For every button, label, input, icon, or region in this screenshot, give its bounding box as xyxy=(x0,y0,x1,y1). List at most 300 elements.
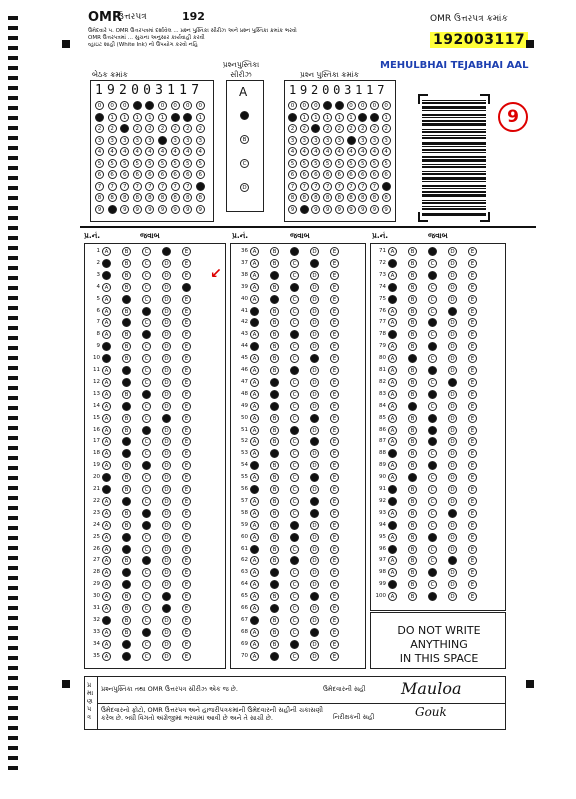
answer-bubble[interactable]: A xyxy=(388,354,397,363)
answer-bubble[interactable]: B xyxy=(122,295,131,304)
answer-bubble[interactable]: E xyxy=(468,485,477,494)
digit-bubble[interactable]: 7 xyxy=(347,182,356,191)
digit-bubble[interactable]: 6 xyxy=(158,170,167,179)
digit-bubble[interactable]: 5 xyxy=(311,159,320,168)
answer-bubble[interactable]: B xyxy=(408,378,417,387)
answer-bubble[interactable]: D xyxy=(162,342,171,351)
answer-bubble[interactable]: C xyxy=(142,390,151,399)
answer-bubble[interactable]: C xyxy=(290,473,299,482)
answer-bubble[interactable]: E xyxy=(182,271,191,280)
answer-bubble[interactable]: A xyxy=(388,437,397,446)
answer-bubble[interactable]: E xyxy=(468,295,477,304)
answer-bubble[interactable]: C xyxy=(290,295,299,304)
answer-bubble[interactable]: E xyxy=(182,342,191,351)
digit-bubble[interactable]: 9 xyxy=(95,205,104,214)
answer-bubble[interactable]: A xyxy=(250,330,259,339)
answer-bubble[interactable]: A xyxy=(250,533,259,542)
answer-bubble[interactable]: B xyxy=(122,533,131,542)
digit-bubble[interactable]: 3 xyxy=(108,136,117,145)
digit-bubble[interactable]: 7 xyxy=(323,182,332,191)
digit-bubble[interactable]: 8 xyxy=(311,193,320,202)
digit-bubble[interactable]: 5 xyxy=(300,159,309,168)
digit-bubble[interactable]: 3 xyxy=(382,136,391,145)
answer-bubble[interactable]: B xyxy=(408,354,417,363)
answer-bubble[interactable]: E xyxy=(182,580,191,589)
answer-bubble[interactable]: B xyxy=(270,556,279,565)
answer-bubble[interactable]: E xyxy=(330,295,339,304)
answer-bubble[interactable]: E xyxy=(182,592,191,601)
digit-bubble[interactable]: 3 xyxy=(171,136,180,145)
answer-bubble[interactable]: B xyxy=(122,568,131,577)
answer-bubble[interactable]: E xyxy=(330,307,339,316)
answer-bubble[interactable]: A xyxy=(388,545,397,554)
answer-bubble[interactable]: E xyxy=(182,330,191,339)
answer-bubble[interactable]: E xyxy=(182,568,191,577)
answer-bubble[interactable]: E xyxy=(468,509,477,518)
answer-bubble[interactable]: B xyxy=(122,592,131,601)
answer-bubble[interactable]: E xyxy=(330,342,339,351)
answer-bubble[interactable]: A xyxy=(250,497,259,506)
answer-bubble[interactable]: A xyxy=(102,652,111,661)
answer-bubble[interactable]: D xyxy=(448,592,457,601)
answer-bubble[interactable]: E xyxy=(330,533,339,542)
answer-bubble[interactable]: A xyxy=(250,307,259,316)
answer-bubble[interactable]: D xyxy=(310,271,319,280)
answer-bubble[interactable]: A xyxy=(250,449,259,458)
answer-bubble[interactable]: A xyxy=(250,485,259,494)
answer-bubble[interactable]: A xyxy=(102,342,111,351)
answer-bubble[interactable]: B xyxy=(122,652,131,661)
answer-bubble[interactable]: B xyxy=(122,259,131,268)
digit-bubble[interactable]: 0 xyxy=(335,101,344,110)
answer-bubble[interactable]: E xyxy=(330,426,339,435)
answer-bubble[interactable]: D xyxy=(448,283,457,292)
answer-bubble[interactable]: B xyxy=(408,556,417,565)
answer-bubble[interactable]: C xyxy=(428,521,437,530)
digit-bubble[interactable]: 0 xyxy=(183,101,192,110)
answer-bubble[interactable]: B xyxy=(408,330,417,339)
answer-bubble[interactable]: C xyxy=(428,259,437,268)
digit-bubble[interactable]: 3 xyxy=(288,136,297,145)
answer-bubble[interactable]: A xyxy=(388,461,397,470)
digit-bubble[interactable]: 7 xyxy=(171,182,180,191)
digit-bubble[interactable]: 1 xyxy=(311,113,320,122)
answer-bubble[interactable]: A xyxy=(102,247,111,256)
answer-bubble[interactable]: C xyxy=(142,402,151,411)
answer-bubble[interactable]: D xyxy=(162,426,171,435)
answer-bubble[interactable]: E xyxy=(330,283,339,292)
answer-bubble[interactable]: C xyxy=(290,259,299,268)
digit-bubble[interactable]: 4 xyxy=(358,147,367,156)
answer-bubble[interactable]: B xyxy=(122,580,131,589)
digit-bubble[interactable]: 2 xyxy=(158,124,167,133)
answer-bubble[interactable]: B xyxy=(270,485,279,494)
answer-bubble[interactable]: A xyxy=(250,283,259,292)
answer-bubble[interactable]: B xyxy=(122,556,131,565)
answer-bubble[interactable]: D xyxy=(310,461,319,470)
answer-bubble[interactable]: E xyxy=(182,473,191,482)
answer-bubble[interactable]: D xyxy=(448,318,457,327)
answer-bubble[interactable]: C xyxy=(142,354,151,363)
answer-bubble[interactable]: A xyxy=(102,330,111,339)
digit-bubble[interactable]: 1 xyxy=(108,113,117,122)
answer-bubble[interactable]: D xyxy=(162,652,171,661)
answer-bubble[interactable]: C xyxy=(142,652,151,661)
answer-bubble[interactable]: A xyxy=(388,449,397,458)
answer-bubble[interactable]: D xyxy=(448,426,457,435)
answer-bubble[interactable]: D xyxy=(162,449,171,458)
answer-bubble[interactable]: E xyxy=(468,366,477,375)
answer-bubble[interactable]: B xyxy=(408,509,417,518)
answer-bubble[interactable]: E xyxy=(330,366,339,375)
digit-bubble[interactable]: 0 xyxy=(300,101,309,110)
answer-bubble[interactable]: D xyxy=(310,449,319,458)
answer-bubble[interactable]: A xyxy=(250,652,259,661)
answer-bubble[interactable]: B xyxy=(270,652,279,661)
answer-bubble[interactable]: B xyxy=(270,426,279,435)
answer-bubble[interactable]: B xyxy=(408,342,417,351)
answer-bubble[interactable]: E xyxy=(330,556,339,565)
answer-bubble[interactable]: B xyxy=(270,342,279,351)
answer-bubble[interactable]: B xyxy=(122,497,131,506)
answer-bubble[interactable]: A xyxy=(102,271,111,280)
answer-bubble[interactable]: E xyxy=(182,402,191,411)
digit-bubble[interactable]: 0 xyxy=(347,101,356,110)
answer-bubble[interactable]: E xyxy=(468,354,477,363)
answer-bubble[interactable]: B xyxy=(122,247,131,256)
answer-bubble[interactable]: D xyxy=(162,497,171,506)
answer-bubble[interactable]: D xyxy=(448,568,457,577)
answer-bubble[interactable]: D xyxy=(310,604,319,613)
answer-bubble[interactable]: C xyxy=(428,449,437,458)
answer-bubble[interactable]: D xyxy=(448,437,457,446)
digit-bubble[interactable]: 5 xyxy=(323,159,332,168)
answer-bubble[interactable]: C xyxy=(290,449,299,458)
digit-bubble[interactable]: 6 xyxy=(108,170,117,179)
digit-bubble[interactable]: 7 xyxy=(133,182,142,191)
digit-bubble[interactable]: 4 xyxy=(335,147,344,156)
series-bubble[interactable]: B xyxy=(240,135,249,144)
answer-bubble[interactable]: A xyxy=(388,473,397,482)
digit-bubble[interactable]: 9 xyxy=(183,205,192,214)
digit-bubble[interactable]: 3 xyxy=(145,136,154,145)
digit-bubble[interactable]: 6 xyxy=(370,170,379,179)
digit-bubble[interactable]: 3 xyxy=(323,136,332,145)
answer-bubble[interactable]: E xyxy=(468,568,477,577)
answer-bubble[interactable]: E xyxy=(182,295,191,304)
answer-bubble[interactable]: D xyxy=(162,283,171,292)
answer-bubble[interactable]: E xyxy=(182,307,191,316)
digit-bubble[interactable]: 9 xyxy=(171,205,180,214)
answer-bubble[interactable]: C xyxy=(428,509,437,518)
answer-bubble[interactable]: C xyxy=(290,390,299,399)
answer-bubble[interactable]: A xyxy=(250,414,259,423)
digit-bubble[interactable]: 8 xyxy=(108,193,117,202)
digit-bubble[interactable]: 1 xyxy=(183,113,192,122)
answer-bubble[interactable]: A xyxy=(250,342,259,351)
answer-bubble[interactable]: B xyxy=(270,497,279,506)
answer-bubble[interactable]: C xyxy=(428,533,437,542)
answer-bubble[interactable]: B xyxy=(122,509,131,518)
answer-bubble[interactable]: A xyxy=(102,295,111,304)
answer-bubble[interactable]: D xyxy=(310,628,319,637)
answer-bubble[interactable]: A xyxy=(102,414,111,423)
digit-bubble[interactable]: 3 xyxy=(95,136,104,145)
answer-bubble[interactable]: B xyxy=(408,283,417,292)
digit-bubble[interactable]: 1 xyxy=(335,113,344,122)
answer-bubble[interactable]: B xyxy=(270,592,279,601)
answer-bubble[interactable]: C xyxy=(428,556,437,565)
digit-bubble[interactable]: 2 xyxy=(335,124,344,133)
answer-bubble[interactable]: C xyxy=(428,473,437,482)
answer-bubble[interactable]: D xyxy=(448,461,457,470)
answer-bubble[interactable]: E xyxy=(182,497,191,506)
answer-bubble[interactable]: E xyxy=(182,449,191,458)
digit-bubble[interactable]: 4 xyxy=(288,147,297,156)
answer-bubble[interactable]: D xyxy=(310,556,319,565)
answer-bubble[interactable]: B xyxy=(270,461,279,470)
answer-bubble[interactable]: C xyxy=(142,604,151,613)
answer-bubble[interactable]: E xyxy=(182,533,191,542)
digit-bubble[interactable]: 9 xyxy=(108,205,117,214)
answer-bubble[interactable]: D xyxy=(448,497,457,506)
answer-bubble[interactable]: C xyxy=(142,628,151,637)
answer-bubble[interactable]: E xyxy=(330,271,339,280)
answer-bubble[interactable]: D xyxy=(162,616,171,625)
answer-bubble[interactable]: B xyxy=(270,307,279,316)
digit-bubble[interactable]: 9 xyxy=(133,205,142,214)
answer-bubble[interactable]: B xyxy=(408,497,417,506)
answer-bubble[interactable]: B xyxy=(122,307,131,316)
digit-bubble[interactable]: 5 xyxy=(335,159,344,168)
answer-bubble[interactable]: A xyxy=(102,402,111,411)
answer-bubble[interactable]: B xyxy=(270,580,279,589)
digit-bubble[interactable]: 2 xyxy=(358,124,367,133)
answer-bubble[interactable]: E xyxy=(182,545,191,554)
answer-bubble[interactable]: A xyxy=(250,437,259,446)
digit-bubble[interactable]: 9 xyxy=(347,205,356,214)
answer-bubble[interactable]: A xyxy=(250,426,259,435)
digit-bubble[interactable]: 4 xyxy=(196,147,205,156)
digit-bubble[interactable]: 8 xyxy=(347,193,356,202)
answer-bubble[interactable]: B xyxy=(122,604,131,613)
digit-bubble[interactable]: 0 xyxy=(196,101,205,110)
answer-bubble[interactable]: A xyxy=(102,485,111,494)
answer-bubble[interactable]: A xyxy=(388,271,397,280)
answer-bubble[interactable]: E xyxy=(182,485,191,494)
answer-bubble[interactable]: B xyxy=(270,378,279,387)
answer-bubble[interactable]: E xyxy=(330,414,339,423)
answer-bubble[interactable]: B xyxy=(122,426,131,435)
digit-bubble[interactable]: 4 xyxy=(171,147,180,156)
digit-bubble[interactable]: 1 xyxy=(300,113,309,122)
answer-bubble[interactable]: E xyxy=(468,461,477,470)
answer-bubble[interactable]: E xyxy=(468,318,477,327)
answer-bubble[interactable]: B xyxy=(408,259,417,268)
digit-bubble[interactable]: 4 xyxy=(95,147,104,156)
answer-bubble[interactable]: C xyxy=(142,318,151,327)
answer-bubble[interactable]: C xyxy=(290,521,299,530)
answer-bubble[interactable]: D xyxy=(448,342,457,351)
answer-bubble[interactable]: C xyxy=(142,461,151,470)
answer-bubble[interactable]: A xyxy=(102,640,111,649)
answer-bubble[interactable]: A xyxy=(250,378,259,387)
answer-bubble[interactable]: B xyxy=(122,390,131,399)
answer-bubble[interactable]: C xyxy=(290,354,299,363)
answer-bubble[interactable]: B xyxy=(408,521,417,530)
answer-bubble[interactable]: A xyxy=(388,533,397,542)
answer-bubble[interactable]: C xyxy=(290,414,299,423)
answer-bubble[interactable]: E xyxy=(330,652,339,661)
answer-bubble[interactable]: D xyxy=(162,521,171,530)
answer-bubble[interactable]: E xyxy=(182,426,191,435)
digit-bubble[interactable]: 3 xyxy=(347,136,356,145)
answer-bubble[interactable]: D xyxy=(310,652,319,661)
answer-bubble[interactable]: E xyxy=(468,307,477,316)
answer-bubble[interactable]: C xyxy=(428,461,437,470)
answer-bubble[interactable]: D xyxy=(310,330,319,339)
answer-bubble[interactable]: C xyxy=(290,640,299,649)
answer-bubble[interactable]: B xyxy=(270,533,279,542)
digit-bubble[interactable]: 4 xyxy=(183,147,192,156)
digit-bubble[interactable]: 2 xyxy=(120,124,129,133)
answer-bubble[interactable]: C xyxy=(428,426,437,435)
answer-bubble[interactable]: E xyxy=(182,521,191,530)
answer-bubble[interactable]: C xyxy=(290,307,299,316)
answer-bubble[interactable]: A xyxy=(250,580,259,589)
digit-bubble[interactable]: 7 xyxy=(120,182,129,191)
answer-bubble[interactable]: A xyxy=(388,259,397,268)
answer-bubble[interactable]: B xyxy=(270,616,279,625)
answer-bubble[interactable]: C xyxy=(428,485,437,494)
digit-bubble[interactable]: 1 xyxy=(120,113,129,122)
answer-bubble[interactable]: C xyxy=(428,437,437,446)
digit-bubble[interactable]: 8 xyxy=(145,193,154,202)
answer-bubble[interactable]: C xyxy=(428,330,437,339)
answer-bubble[interactable]: A xyxy=(388,366,397,375)
answer-bubble[interactable]: D xyxy=(448,271,457,280)
digit-bubble[interactable]: 1 xyxy=(370,113,379,122)
answer-bubble[interactable]: A xyxy=(102,473,111,482)
digit-bubble[interactable]: 7 xyxy=(288,182,297,191)
answer-bubble[interactable]: C xyxy=(142,449,151,458)
answer-bubble[interactable]: D xyxy=(162,545,171,554)
answer-bubble[interactable]: B xyxy=(408,449,417,458)
answer-bubble[interactable]: A xyxy=(388,318,397,327)
digit-bubble[interactable]: 4 xyxy=(158,147,167,156)
answer-bubble[interactable]: E xyxy=(330,378,339,387)
answer-bubble[interactable]: D xyxy=(310,521,319,530)
answer-bubble[interactable]: D xyxy=(448,259,457,268)
answer-bubble[interactable]: D xyxy=(448,295,457,304)
answer-bubble[interactable]: B xyxy=(122,485,131,494)
answer-bubble[interactable]: D xyxy=(310,283,319,292)
answer-bubble[interactable]: E xyxy=(468,449,477,458)
digit-bubble[interactable]: 5 xyxy=(133,159,142,168)
digit-bubble[interactable]: 0 xyxy=(382,101,391,110)
answer-bubble[interactable]: A xyxy=(388,342,397,351)
answer-bubble[interactable]: B xyxy=(122,378,131,387)
answer-bubble[interactable]: A xyxy=(102,461,111,470)
digit-bubble[interactable]: 9 xyxy=(300,205,309,214)
digit-bubble[interactable]: 2 xyxy=(145,124,154,133)
answer-bubble[interactable]: E xyxy=(468,330,477,339)
answer-bubble[interactable]: B xyxy=(408,533,417,542)
answer-bubble[interactable]: A xyxy=(388,390,397,399)
answer-bubble[interactable]: A xyxy=(250,402,259,411)
answer-bubble[interactable]: D xyxy=(310,426,319,435)
digit-bubble[interactable]: 5 xyxy=(196,159,205,168)
digit-bubble[interactable]: 5 xyxy=(171,159,180,168)
digit-bubble[interactable]: 0 xyxy=(145,101,154,110)
answer-bubble[interactable]: A xyxy=(388,497,397,506)
answer-bubble[interactable]: D xyxy=(162,604,171,613)
answer-bubble[interactable]: C xyxy=(142,509,151,518)
digit-bubble[interactable]: 9 xyxy=(382,205,391,214)
answer-bubble[interactable]: C xyxy=(142,580,151,589)
digit-bubble[interactable]: 8 xyxy=(120,193,129,202)
answer-bubble[interactable]: E xyxy=(330,580,339,589)
answer-bubble[interactable]: B xyxy=(270,568,279,577)
answer-bubble[interactable]: B xyxy=(122,318,131,327)
digit-bubble[interactable]: 5 xyxy=(120,159,129,168)
answer-bubble[interactable]: D xyxy=(162,318,171,327)
answer-bubble[interactable]: D xyxy=(310,402,319,411)
answer-bubble[interactable]: C xyxy=(428,545,437,554)
answer-bubble[interactable]: E xyxy=(330,628,339,637)
answer-bubble[interactable]: E xyxy=(182,354,191,363)
answer-bubble[interactable]: D xyxy=(448,580,457,589)
answer-bubble[interactable]: C xyxy=(290,580,299,589)
digit-bubble[interactable]: 9 xyxy=(158,205,167,214)
answer-bubble[interactable]: C xyxy=(142,568,151,577)
answer-bubble[interactable]: B xyxy=(270,318,279,327)
answer-bubble[interactable]: E xyxy=(182,556,191,565)
digit-bubble[interactable]: 0 xyxy=(311,101,320,110)
answer-bubble[interactable]: E xyxy=(468,378,477,387)
answer-bubble[interactable]: E xyxy=(182,640,191,649)
digit-bubble[interactable]: 8 xyxy=(323,193,332,202)
answer-bubble[interactable]: B xyxy=(270,295,279,304)
digit-bubble[interactable]: 1 xyxy=(347,113,356,122)
answer-bubble[interactable]: C xyxy=(428,354,437,363)
answer-bubble[interactable]: E xyxy=(330,473,339,482)
answer-bubble[interactable]: C xyxy=(290,545,299,554)
answer-bubble[interactable]: A xyxy=(250,556,259,565)
answer-bubble[interactable]: B xyxy=(270,414,279,423)
digit-bubble[interactable]: 8 xyxy=(95,193,104,202)
answer-bubble[interactable]: A xyxy=(250,545,259,554)
answer-bubble[interactable]: D xyxy=(162,366,171,375)
answer-bubble[interactable]: E xyxy=(330,354,339,363)
answer-bubble[interactable]: B xyxy=(270,449,279,458)
answer-bubble[interactable]: D xyxy=(162,473,171,482)
answer-bubble[interactable]: A xyxy=(102,390,111,399)
answer-bubble[interactable]: E xyxy=(468,521,477,530)
digit-bubble[interactable]: 3 xyxy=(358,136,367,145)
answer-bubble[interactable]: E xyxy=(330,592,339,601)
answer-bubble[interactable]: E xyxy=(330,545,339,554)
series-bubble[interactable]: C xyxy=(240,159,249,168)
answer-bubble[interactable]: A xyxy=(102,354,111,363)
answer-bubble[interactable]: C xyxy=(290,342,299,351)
answer-bubble[interactable]: A xyxy=(102,556,111,565)
digit-bubble[interactable]: 7 xyxy=(108,182,117,191)
digit-bubble[interactable]: 4 xyxy=(120,147,129,156)
digit-bubble[interactable]: 2 xyxy=(370,124,379,133)
answer-bubble[interactable]: E xyxy=(182,461,191,470)
answer-bubble[interactable]: D xyxy=(448,556,457,565)
